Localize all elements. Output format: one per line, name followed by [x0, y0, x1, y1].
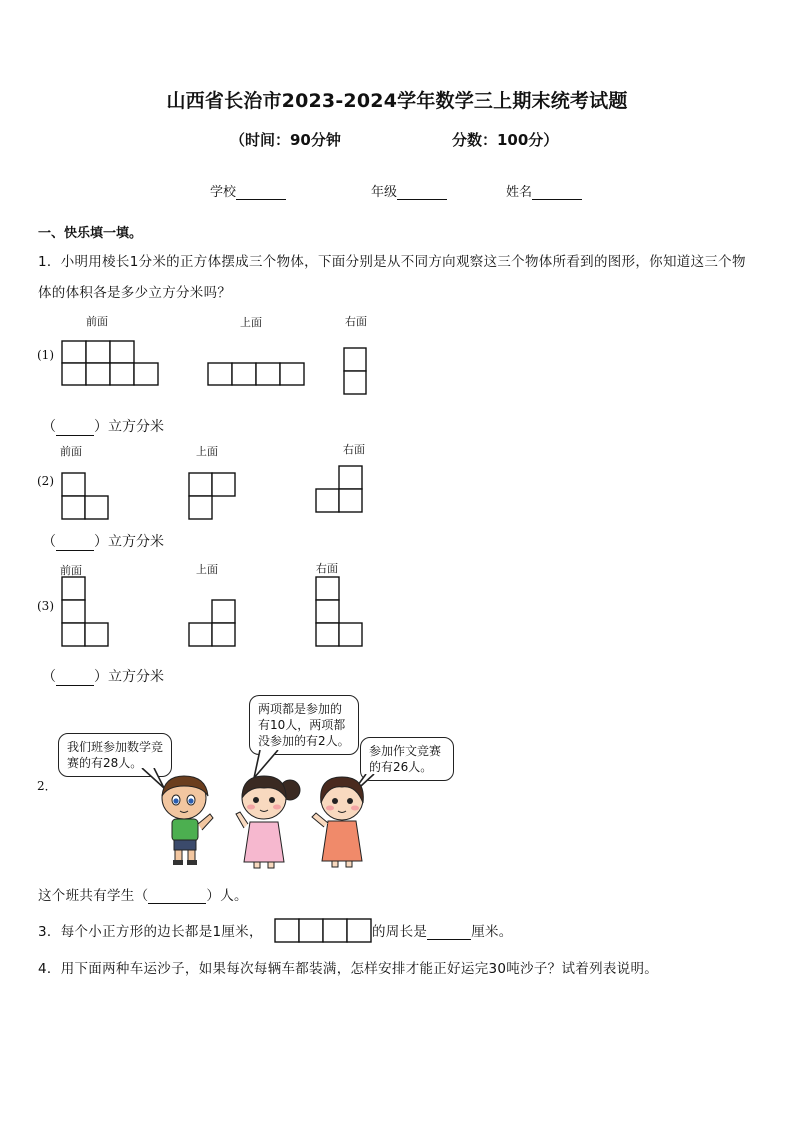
view-label-right: 右面	[345, 315, 367, 328]
view-label-front: 前面	[86, 315, 108, 328]
school-blank[interactable]	[236, 185, 286, 200]
q2-answer-blank[interactable]	[148, 889, 206, 904]
q1-text-line1: 1．小明用棱长1分米的正方体摆成三个物体，下面分别是从不同方向观察这三个物体所看到的图形，你知道这三个物	[38, 254, 746, 270]
exam-time: （时间：90分钟	[230, 131, 341, 149]
grade-field	[371, 181, 447, 200]
view-label-top: 上面	[240, 316, 262, 329]
q3-squares-grid	[274, 918, 374, 944]
view-label-right: 右面	[316, 562, 338, 575]
view-label-right: 右面	[343, 443, 365, 456]
right-view-grid	[315, 576, 365, 649]
q1-item-index: (1)	[37, 348, 54, 362]
top-view-grid	[188, 472, 238, 522]
page-title: 山西省长治市2023-2024学年数学三上期末统考试题	[166, 90, 628, 112]
q4-text: 4．用下面两种车运沙子，如果每次每辆车都装满，怎样安排才能正好运完30吨沙子？试着列表说明。	[38, 961, 659, 977]
q1-item-index: (2)	[37, 474, 54, 488]
q2-number: 2．	[37, 779, 57, 793]
speech-bubble-boy: 我们班参加数学竞赛的有28人。	[58, 733, 172, 777]
view-label-front: 前面	[60, 445, 82, 458]
view-label-top: 上面	[196, 445, 218, 458]
name-blank[interactable]	[532, 185, 582, 200]
answer-blank[interactable]	[56, 671, 94, 686]
front-view-grid	[61, 576, 111, 649]
q1-item-index: (3)	[37, 599, 54, 613]
front-view-grid	[61, 472, 111, 522]
school-label: 学校	[210, 185, 237, 200]
speech-bubble-girl-2: 参加作文竞赛的有26人。	[360, 737, 454, 781]
q3-text-end: 的周长是 厘米。	[372, 924, 513, 940]
q3-answer-blank[interactable]	[427, 925, 471, 940]
boy-illustration	[158, 774, 218, 866]
name-label: 姓名	[506, 185, 533, 200]
q3-text-start: 3．每个小正方形的边长都是1厘米，	[38, 924, 263, 940]
q2-question: 这个班共有学生（ ）人。	[38, 888, 248, 904]
right-view-grid	[343, 347, 369, 397]
q1-text-line2: 体的体积各是多少立方分米吗？	[38, 285, 232, 301]
name-field	[506, 181, 582, 200]
view-label-top: 上面	[196, 563, 218, 576]
grade-label: 年级	[371, 185, 398, 200]
q1-answer-3: （ ）立方分米	[42, 669, 164, 685]
front-view-grid	[61, 340, 161, 388]
q1-answer-1: （ ）立方分米	[42, 419, 164, 435]
view-label-front: 前面	[60, 564, 82, 577]
answer-blank[interactable]	[56, 421, 94, 436]
school-field	[210, 181, 286, 200]
q1-answer-2: （ ）立方分米	[42, 534, 164, 550]
top-view-grid	[207, 362, 307, 388]
girl-illustration-1	[232, 770, 304, 870]
grade-blank[interactable]	[397, 185, 447, 200]
answer-blank[interactable]	[56, 536, 94, 551]
speech-bubble-girl-1: 两项都是参加的有10人，两项都没参加的有2人。	[249, 695, 359, 755]
exam-score: 分数：100分）	[452, 131, 559, 149]
section-heading: 一、快乐填一填。	[38, 226, 143, 241]
right-view-grid	[315, 465, 365, 515]
top-view-grid	[188, 599, 238, 649]
girl-illustration-2	[306, 773, 372, 869]
